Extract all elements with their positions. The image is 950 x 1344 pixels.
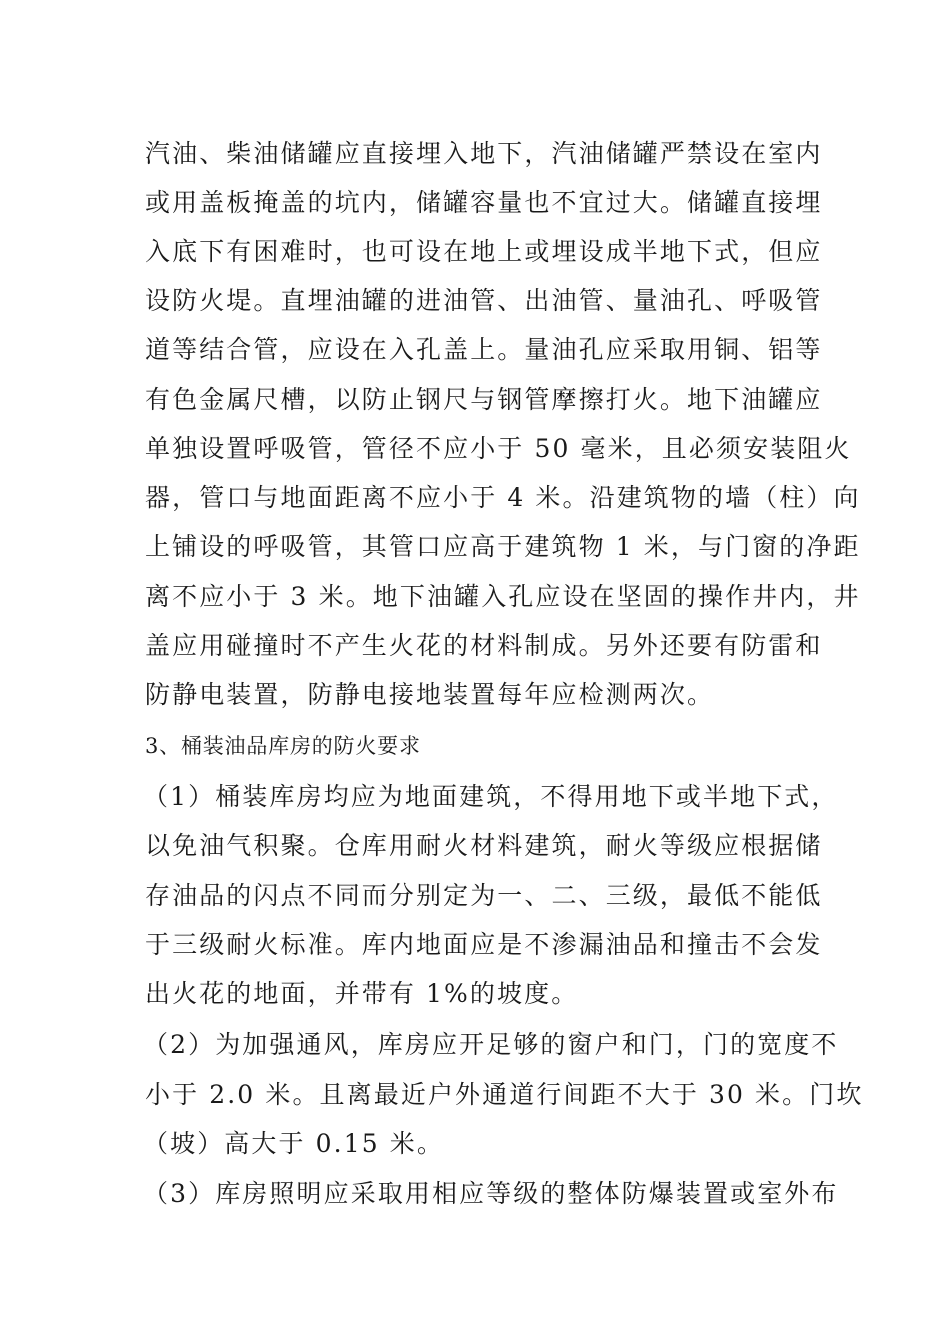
paragraph-line-11: 盖应用碰撞时不产生火花的材料制成。另外还要有防雷和	[145, 631, 823, 660]
paragraph-line-3: 入底下有困难时，也可设在地上或埋设成半地下式，但应	[145, 237, 823, 266]
paragraph-line-7: 单独设置呼吸管，管径不应小于 50 毫米，且必须安装阻火	[145, 434, 852, 463]
item-1-line-5: 出火花的地面，并带有 1%的坡度。	[145, 979, 579, 1008]
item-1-line-1: （1）桶装库房均应为地面建筑，不得用地下或半地下式，	[143, 782, 839, 811]
item-3-line-1: （3）库房照明应采取用相应等级的整体防爆装置或室外布	[143, 1179, 839, 1208]
paragraph-line-10: 离不应小于 3 米。地下油罐入孔应设在坚固的操作井内，井	[145, 582, 861, 611]
item-2-line-2: 小于 2.0 米。且离最近户外通道行间距不大于 30 米。门坎	[145, 1080, 864, 1109]
item-2-line-1: （2）为加强通风，库房应开足够的窗户和门，门的宽度不	[143, 1030, 839, 1059]
section-heading: 3、桶装油品库房的防火要求	[145, 734, 421, 758]
paragraph-line-1: 汽油、柴油储罐应直接埋入地下，汽油储罐严禁设在室内	[145, 139, 823, 168]
item-1-line-3: 存油品的闪点不同而分别定为一、二、三级，最低不能低	[145, 881, 823, 910]
item-2-line-3: （坡）高大于 0.15 米。	[143, 1129, 444, 1158]
paragraph-line-9: 上铺设的呼吸管，其管口应高于建筑物 1 米，与门窗的净距	[145, 532, 861, 561]
paragraph-line-4: 设防火堤。直埋油罐的进油管、出油管、量油孔、呼吸管	[145, 286, 823, 315]
paragraph-line-8: 器，管口与地面距离不应小于 4 米。沿建筑物的墙（柱）向	[145, 483, 861, 512]
paragraph-line-2: 或用盖板掩盖的坑内，储罐容量也不宜过大。储罐直接埋	[145, 188, 823, 217]
item-1-line-4: 于三级耐火标准。库内地面应是不渗漏油品和撞击不会发	[145, 930, 823, 959]
paragraph-line-12: 防静电装置，防静电接地装置每年应检测两次。	[145, 680, 715, 709]
paragraph-line-5: 道等结合管，应设在入孔盖上。量油孔应采取用铜、铝等	[145, 335, 823, 364]
item-1-line-2: 以免油气积聚。仓库用耐火材料建筑，耐火等级应根据储	[145, 831, 823, 860]
paragraph-line-6: 有色金属尺槽，以防止钢尺与钢管摩擦打火。地下油罐应	[145, 385, 823, 414]
